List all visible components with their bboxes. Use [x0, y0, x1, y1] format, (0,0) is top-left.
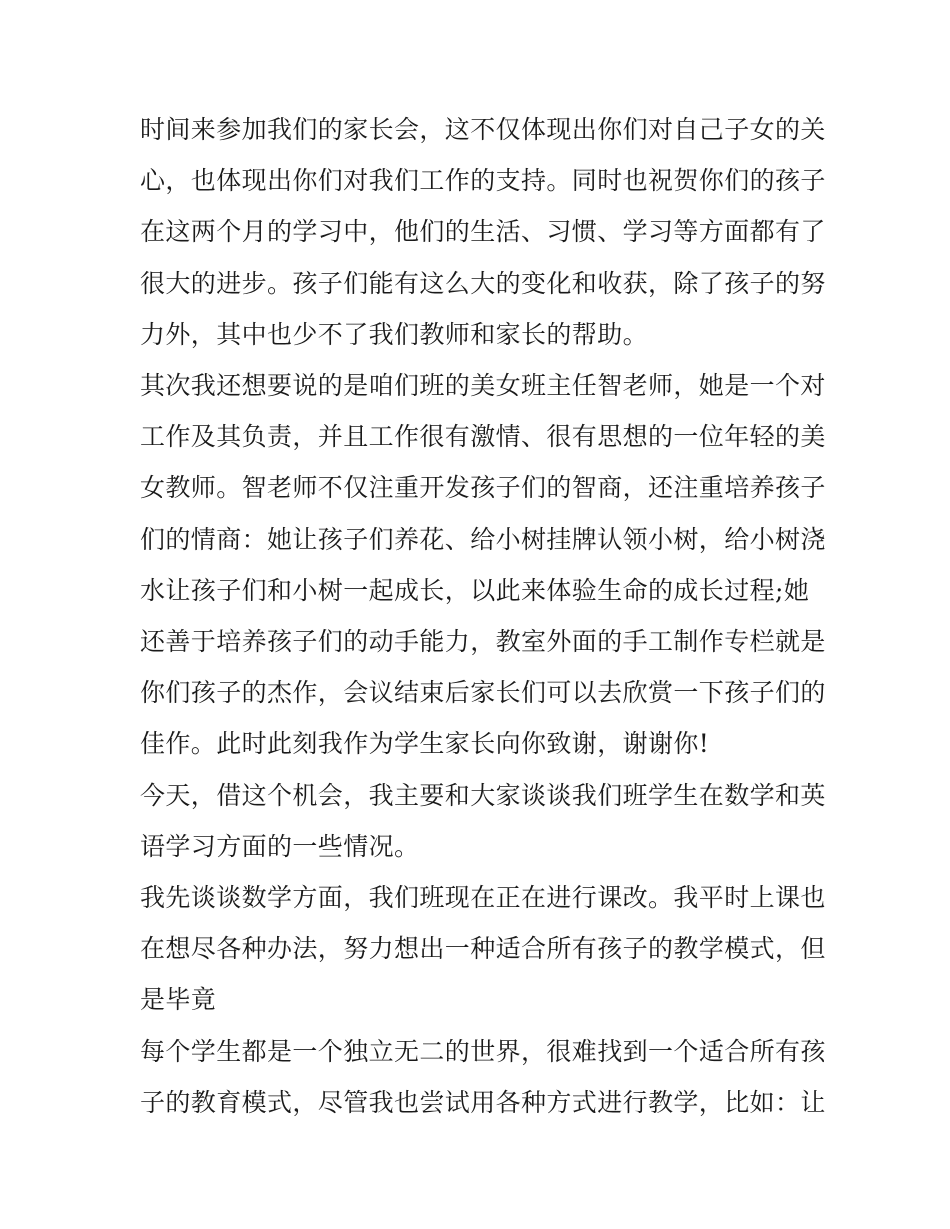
- text-line: 们的情商：她让孩子们养花、给小树挂牌认领小树，给小树浇: [140, 524, 826, 554]
- text-line: 子的教育模式，尽管我也尝试用各种方式进行教学，比如：让: [140, 1087, 826, 1117]
- text-line: 其次我还想要说的是咱们班的美女班主任智老师，她是一个对: [140, 371, 826, 401]
- text-line: 还善于培养孩子们的动手能力，教室外面的手工制作专栏就是: [140, 627, 826, 657]
- text-line: 今天，借这个机会，我主要和大家谈谈我们班学生在数学和英: [140, 780, 826, 810]
- text-line: 在这两个月的学习中，他们的生活、习惯、学习等方面都有了: [140, 217, 826, 247]
- text-line: 在想尽各种办法，努力想出一种适合所有孩子的教学模式，但: [140, 934, 826, 964]
- text-line: 是毕竟: [140, 985, 217, 1015]
- text-line: 女教师。智老师不仅注重开发孩子们的智商，还注重培养孩子: [140, 473, 826, 503]
- text-line: 佳作。此时此刻我作为学生家长向你致谢，谢谢你!: [140, 729, 710, 759]
- text-line: 心，也体现出你们对我们工作的支持。同时也祝贺你们的孩子: [140, 166, 826, 196]
- paragraph-teaching-model: [140, 1026, 826, 1128]
- text-line: 时间来参加我们的家长会，这不仅体现出你们对自己子女的关: [140, 115, 826, 144]
- text-line: 语学习方面的一些情况。: [140, 831, 420, 861]
- text-line: 力外，其中也少不了我们教师和家长的帮助。: [140, 319, 649, 349]
- text-line: 很大的进步。孩子们能有这么大的变化和收获，除了孩子的努: [140, 268, 826, 298]
- text-line: 你们孩子的杰作，会议结束后家长们可以去欣赏一下孩子们的: [140, 678, 826, 708]
- text-line: 工作及其负责，并且工作很有激情、很有思想的一位年轻的美: [140, 422, 826, 452]
- document-body: [140, 104, 826, 1128]
- paragraph-math: [140, 872, 826, 1026]
- paragraph-topic-intro: [140, 770, 826, 872]
- paragraph-parent-thanks: [140, 104, 826, 360]
- text-line: 我先谈谈数学方面，我们班现在正在进行课改。我平时上课也: [140, 883, 826, 913]
- text-line: 水让孩子们和小树一起成长，以此来体验生命的成长过程;她: [140, 575, 810, 605]
- text-line: 每个学生都是一个独立无二的世界，很难找到一个适合所有孩: [140, 1036, 826, 1066]
- paragraph-teacher-praise: [140, 360, 826, 770]
